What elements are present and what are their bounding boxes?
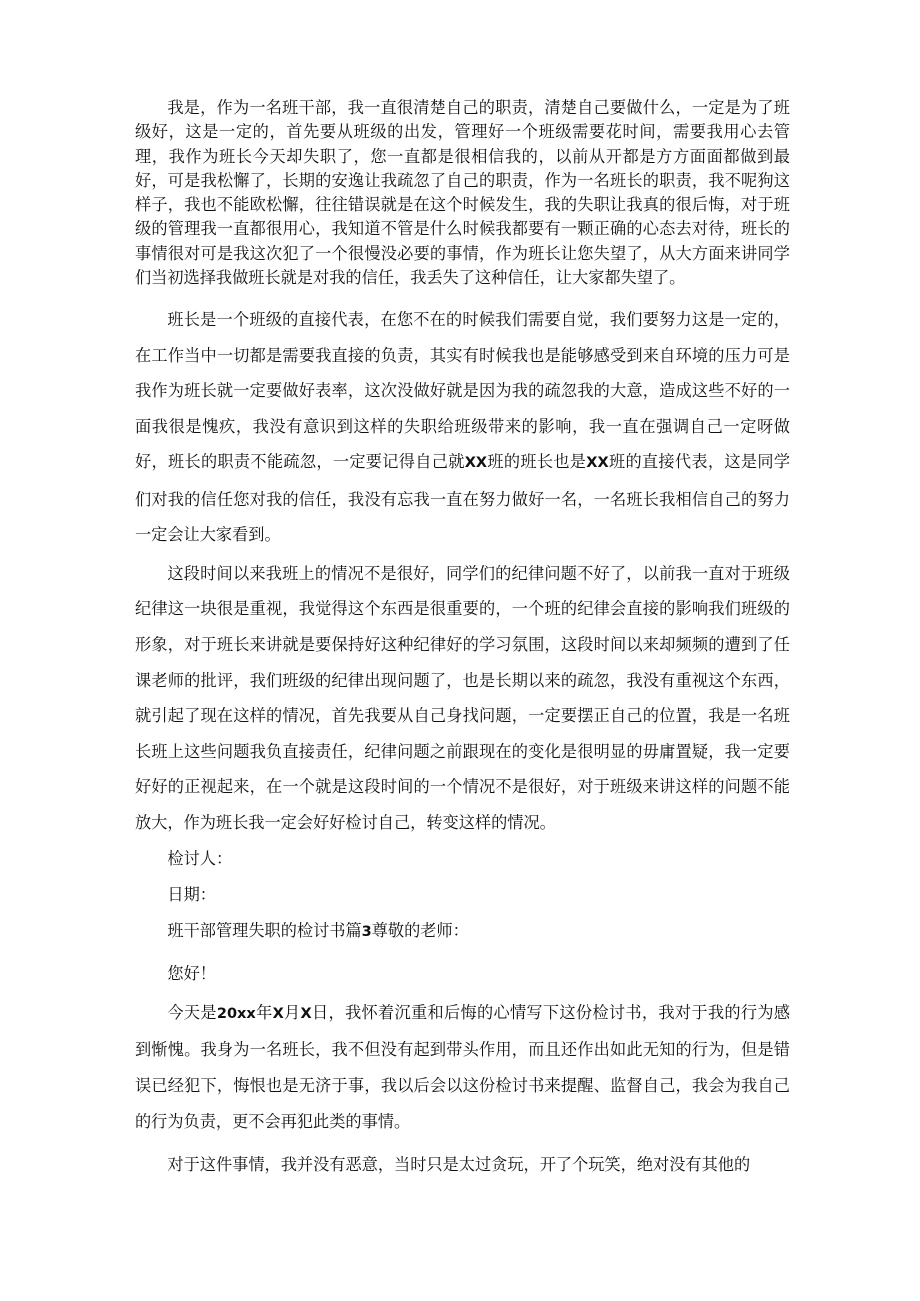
paragraph-2-text-c: 班的直接代表，这是同学们对我的信任您对我的信任，我没有忘我一直在努力做好一名，一名班长我相信自己的努力一定会让大家看到。 <box>135 452 791 545</box>
heading-text-b: 尊敬的老师： <box>371 920 469 940</box>
signer-label: 检讨人： <box>167 848 233 868</box>
paragraph-4-text-b: 年 <box>255 1002 273 1022</box>
date-label: 日期： <box>167 884 216 904</box>
paragraph-2 <box>135 302 790 553</box>
section-heading <box>135 913 790 950</box>
document-page <box>135 96 790 1183</box>
date-day: X <box>300 1005 312 1022</box>
class-placeholder: XX <box>586 455 609 472</box>
paragraph-4-text-d: 日，我怀着沉重和后悔的心情写下这份检讨书，我对于我的行为感到惭愧。我身为一名班长，我不但没有起到带头作用，而且还作出如此无知的行为，但是错误已经犯下，悔恨也是无济于事，我以后会以这份检讨书来提醒、监督自己，我会为我自己的行为负责，更不会再犯此类的事情。 <box>135 1002 791 1132</box>
paragraph-1: 我是，作为一名班干部，我一直很清楚自己的职责，清楚自己要做什么，一定是为了班级好，这是一定的，首先要从班级的出发，管理好一个班级需要花时间，需要我用心去管理，我作为班长今天却失职了，您一直都是很相信我的，以前从开都是方方面面都做到最好，可是我松懈了，长期的安逸让我疏忽了自己的职责，作为一名班长的职责，我不呢狗这样子，我也不能欧松懈，往往错误就是在这个时候发生，我的失职让我真的很后悔，对于班级的管理我一直都很用心，我知道不管是什么时候我都要有一颗正确的心态去对待，班长的事情很对可是我这次犯了一个很慢没必要的事情，作为班长让您失望了，从大方面来讲同学们当初选择我做班长就是对我的信任，我丢失了这种信任，让大家都失望了。 <box>135 98 790 288</box>
paragraph-3: 这段时间以来我班上的情况不是很好，同学们的纪律问题不好了，以前我一直对于班级纪律这一块很是重视，我觉得这个东西是很重要的，一个班的纪律会直接的影响我们班级的形象，对于班长来讲就是要保持好这种纪律好的学习氛围，这段时间以来却频频的遭到了任课老师的批评，我们班级的纪律出现问题了，也是长期以来的疏忽，我没有重视这个东西，就引起了现在这样的情况，首先我要从自己身找问题，一定要摆正自己的位置，我是一名班长班上这些问题我负直接责任，纪律问题之前跟现在的变化是很明显的毋庸置疑，我一定要好好的正视起来，在一个就是这段时间的一个情况不是很好，对于班级来讲这样的问题不能放大，作为班长我一定会好好检讨自己，转变这样的情况。 <box>135 563 790 833</box>
paragraph-4-text-a: 今天是 <box>167 1002 217 1022</box>
paragraph-2-text-b: 班的班长也是 <box>487 452 587 472</box>
date-month: X <box>272 1005 284 1022</box>
date-year: 20xx <box>216 1005 256 1022</box>
paragraph-4 <box>135 995 790 1140</box>
paragraph-4-text-c: 月 <box>283 1002 301 1022</box>
heading-number: 3 <box>361 923 372 940</box>
paragraph-5: 对于这件事情，我并没有恶意，当时只是太过贪玩，开了个玩笑，绝对没有其他的 <box>167 1154 751 1174</box>
heading-text-a: 班干部管理失职的检讨书篇 <box>167 920 362 940</box>
paragraph-2-text-a: 班长是一个班级的直接代表，在您不在的时候我们需要自觉，我们要努力这是一定的，在工作当中一切都是需要我直接的负责，其实有时候我也是能够感受到来自环境的压力可是我作为班长就一定要做好表率，这次没做好就是因为我的疏忽我的大意，造成这些不好的一面我很是愧疚，我没有意识到这样的失职给班级带来的影响，我一直在强调自己一定呀做好，班长的职责不能疏忽，一定要记得自己就 <box>135 310 790 472</box>
class-placeholder: XX <box>464 455 488 472</box>
greeting: 您好！ <box>167 963 216 983</box>
